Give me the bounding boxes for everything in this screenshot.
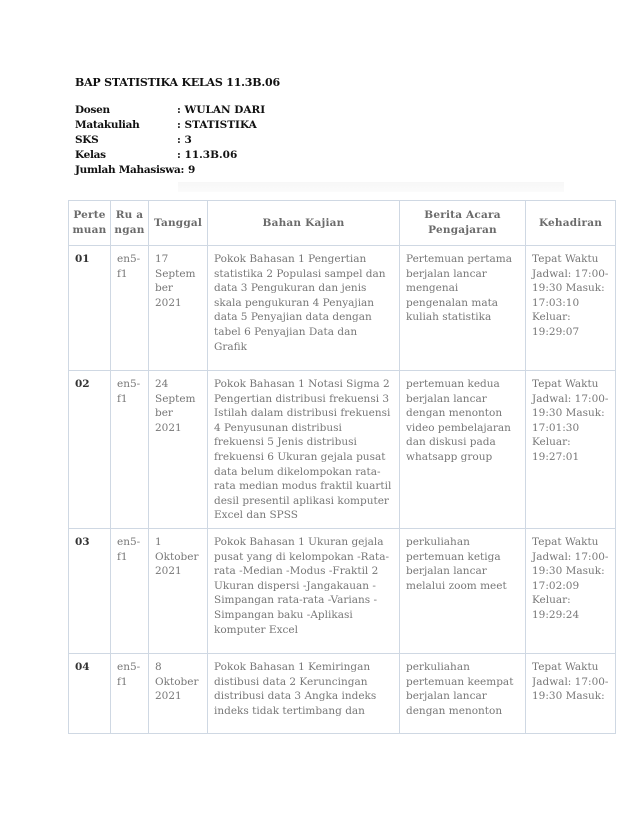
cell-bahan-kajian: Pokok Bahasan 1 Pengertian statistika 2 Populasi sampel dan data 3 Pengukuran dan jenis skala pengukuran 4 Penyajian data 5 Penyajian data dengan tabel 6 Penyajian Data dan Grafik (208, 246, 400, 371)
cell-kehadiran (526, 653, 616, 733)
divider (178, 182, 564, 192)
cell-kehadiran: Tepat Waktu Jadwal: 17:00-19:30 Masuk: 17:02:09 Keluar: 19:29:24 (526, 528, 616, 653)
cell-text: 8 Oktober 2021 (155, 660, 199, 703)
cell-text: en5- f1 (117, 660, 141, 688)
info-value: : 11.3B.06 (177, 149, 238, 161)
info-label: Matakuliah (75, 119, 140, 131)
info-label: SKS (75, 134, 99, 146)
info-row-jumlah-mahasiswa (75, 163, 265, 178)
cell-text: Tepat Waktu Jadwal: 17:00-19:30 Masuk: (532, 660, 609, 703)
cell-berita-acara: Pertemuan pertama berjalan lancar mengenai pengenalan mata kuliah statistika (400, 246, 526, 371)
info-label: Kelas (75, 149, 106, 161)
header-tanggal: Tanggal (149, 201, 208, 246)
info-value: : WULAN DARI (177, 104, 266, 116)
cell-bahan-kajian: Pokok Bahasan 1 Ukuran gejala pusat yang di kelompokan -Rata-rata -Median -Modus -Fraktil 2 Ukuran dispersi -Jangakauan -Simpangan rata-rata -Varians -Simpangan baku -Aplikasi komputer Excel (208, 528, 400, 653)
info-value: : STATISTIKA (177, 119, 257, 131)
info-value: : 3 (177, 134, 192, 146)
cell-berita-acara: pertemuan kedua berjalan lancar dengan menonton video pembelajaran dan diskusi pada whatsapp group (400, 371, 526, 529)
info-row-kelas (75, 148, 265, 163)
cell-text: perkuliahan pertemuan keempat berjalan lancar dengan menonton (406, 660, 514, 717)
cell-pertemuan: 01 (69, 246, 111, 371)
table-row (69, 653, 616, 733)
cell-tanggal: 17 Septem ber 2021 (149, 246, 208, 371)
info-row-sks (75, 133, 265, 148)
header-pertemuan: Perte muan (69, 201, 111, 246)
cell-ruangan: en5- f1 (111, 246, 149, 371)
cell-tanggal (149, 653, 208, 733)
cell-ruangan (111, 653, 149, 733)
document-title: BAP STATISTIKA KELAS 11.3B.06 (75, 76, 280, 89)
info-row-matakuliah (75, 118, 265, 133)
table-row (69, 371, 616, 529)
cell-ruangan: en5- f1 (111, 528, 149, 653)
cell-berita-acara (400, 653, 526, 733)
cell-ruangan: en5- f1 (111, 371, 149, 529)
cell-text: Pokok Bahasan 1 Kemiringan distibusi data 2 Keruncingan distribusi data 3 Angka indeks indeks tidak tertimbang dan (214, 660, 377, 717)
cell-berita-acara: perkuliahan pertemuan ketiga berjalan lancar melalui zoom meet (400, 528, 526, 653)
cell-kehadiran: Tepat Waktu Jadwal: 17:00-19:30 Masuk: 17:03:10 Keluar: 19:29:07 (526, 246, 616, 371)
attendance-table (68, 200, 616, 734)
cell-tanggal: 1 Oktober 2021 (149, 528, 208, 653)
header-ruangan: Ru a ngan (111, 201, 149, 246)
cell-pertemuan (69, 653, 111, 733)
table-row (69, 528, 616, 653)
cell-pertemuan: 03 (69, 528, 111, 653)
cell-bahan-kajian (208, 653, 400, 733)
cell-kehadiran: Tepat Waktu Jadwal: 17:00-19:30 Masuk: 17:01:30 Keluar: 19:27:01 (526, 371, 616, 529)
header-berita-acara: Berita Acara Pengajaran (400, 201, 526, 246)
info-row-dosen (75, 103, 265, 118)
cell-text: 04 (75, 660, 90, 673)
table-row (69, 246, 616, 371)
header-kehadiran: Kehadiran (526, 201, 616, 246)
cell-tanggal: 24 Septem ber 2021 (149, 371, 208, 529)
info-label: Dosen (75, 104, 110, 116)
info-value: : 9 (180, 164, 196, 176)
info-label: Jumlah Mahasiswa (75, 164, 181, 176)
table-header-row (69, 201, 616, 246)
cell-bahan-kajian: Pokok Bahasan 1 Notasi Sigma 2 Pengertian distribusi frekuensi 3 Istilah dalam distribusi frekuensi 4 Penyusunan distribusi frekuensi 5 Jenis distribusi frekuensi 6 Ukuran gejala pusat data belum dikelompokan rata-rata median modus fraktil kuartil desil presentil aplikasi komputer Excel dan SPSS (208, 371, 400, 529)
header-bahan-kajian: Bahan Kajian (208, 201, 400, 246)
course-info (75, 103, 265, 178)
cell-pertemuan: 02 (69, 371, 111, 529)
